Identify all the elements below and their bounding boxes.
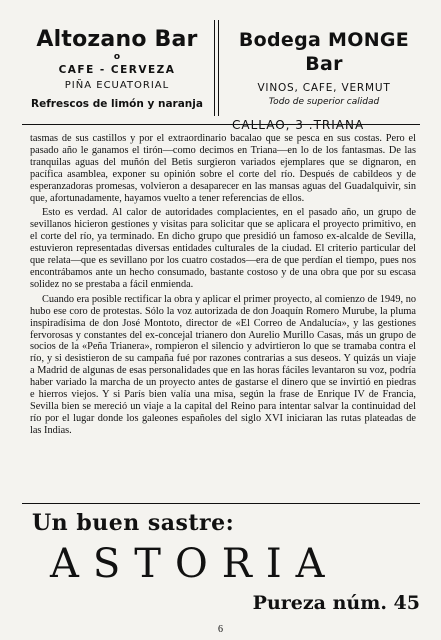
astoria-name: ASTORIA [50,541,339,587]
top-rule [22,124,420,125]
bodega-monge-address: CALLAO, 3 .TRIANA [232,118,365,132]
bodega-monge-line-2: Todo de superior calidad [268,97,380,107]
altozano-bar-title: Altozano Bar [36,27,198,52]
bodega-monge-ad [226,14,422,132]
ad-divider [214,20,219,116]
altozano-bar-separator: o [113,52,121,62]
page-number: 6 [218,624,223,635]
altozano-bar-line-2: PIÑA ECUATORIAL [64,80,170,91]
bodega-monge-title: Bodega MONGE Bar [238,29,410,75]
astoria-tagline: Un buen sastre: [32,510,235,536]
article-paragraph: Cuando era posible rectificar la obra y aplicar el primer proyecto, al comienzo de 1949, no hubo ese coro de protestas. Sólo la voz autorizada de don Joaquín Romero Murube, la pluma inspiradísima de don José Montoto, director de «El Correo de Andalucía», y las gestiones fervorosas y constantes del ex-concejal trianero don Aurelio Murillo Casas, más un grupo de socios de la «Peña Trianera», rompieron el silencio y advirtieron lo que se tramaba contra el río, y si desistieron de su campaña fué por razones contrarias a sus deseos. Y quizás un viaje a Madrid de algunas de esas personalidades que en las horas fáciles levantaron su voz, podría haber variado la marcha de un proyecto antes de gastarse el dinero que se invirtió en piedras e hierros viejos. Y si París bien valía una misa, según la frase de Enrique IV de Francia, Sevilla bien se mereció un viaje a la capital del Reino para intentar salvar la continuidad del río por el lugar donde los galeones españoles del siglo XVI iniciaran las rutas plateadas de las Indias. [30,293,416,436]
article-paragraph: Esto es verdad. Al calor de autoridades complacientes, en el pasado año, un grupo de sevillanos hicieron gestiones y visitas para solicitar que se aplicara el proyecto primitivo, en el corte del río, ya terminado. En dicho grupo que presidió un famoso ex-alcalde de Sevilla, estuvieron representadas diversas entidades culturales de la ciudad. El criterio particular del que relata—que es sevillano por los cuatro costados—era de que perdían el tiempo, pues nos encontrábamos ante un hecho consumado, bastante costoso y de una obra que por su escasa solidez no se prestaba a fácil enmienda. [30,207,416,290]
altozano-bar-ad [22,14,212,120]
altozano-bar-line-3: Refrescos de limón y naranja [31,98,203,110]
altozano-bar-line-1: CAFE - CERVEZA [58,64,176,76]
astoria-ad [24,510,424,618]
article-paragraph: tasmas de sus castillos y por el extraordinario bacalao que se pesca en sus costas. Pero el pasado año le ganamos el tirón—como decimos en Triana—en lo de los fantasmas. De las tranquilas aguas del muñón del Betis surgieron variados ejemplares que se dignaron, en pacífica asamblea, exponer su opinión sobre el corte del río. Después de cabildeos y de esperanzadoras promesas, volvieron a desaparecer en las mansas aguas del Guadalquivir, sin que, afortunadamente, hayamos vuelto a tener referencias de ellos. [30,133,416,204]
bodega-monge-line-1: VINOS, CAFE, VERMUT [257,82,391,94]
bottom-rule [22,503,420,504]
article-body [30,133,416,440]
astoria-address: Pureza núm. 45 [252,592,420,614]
